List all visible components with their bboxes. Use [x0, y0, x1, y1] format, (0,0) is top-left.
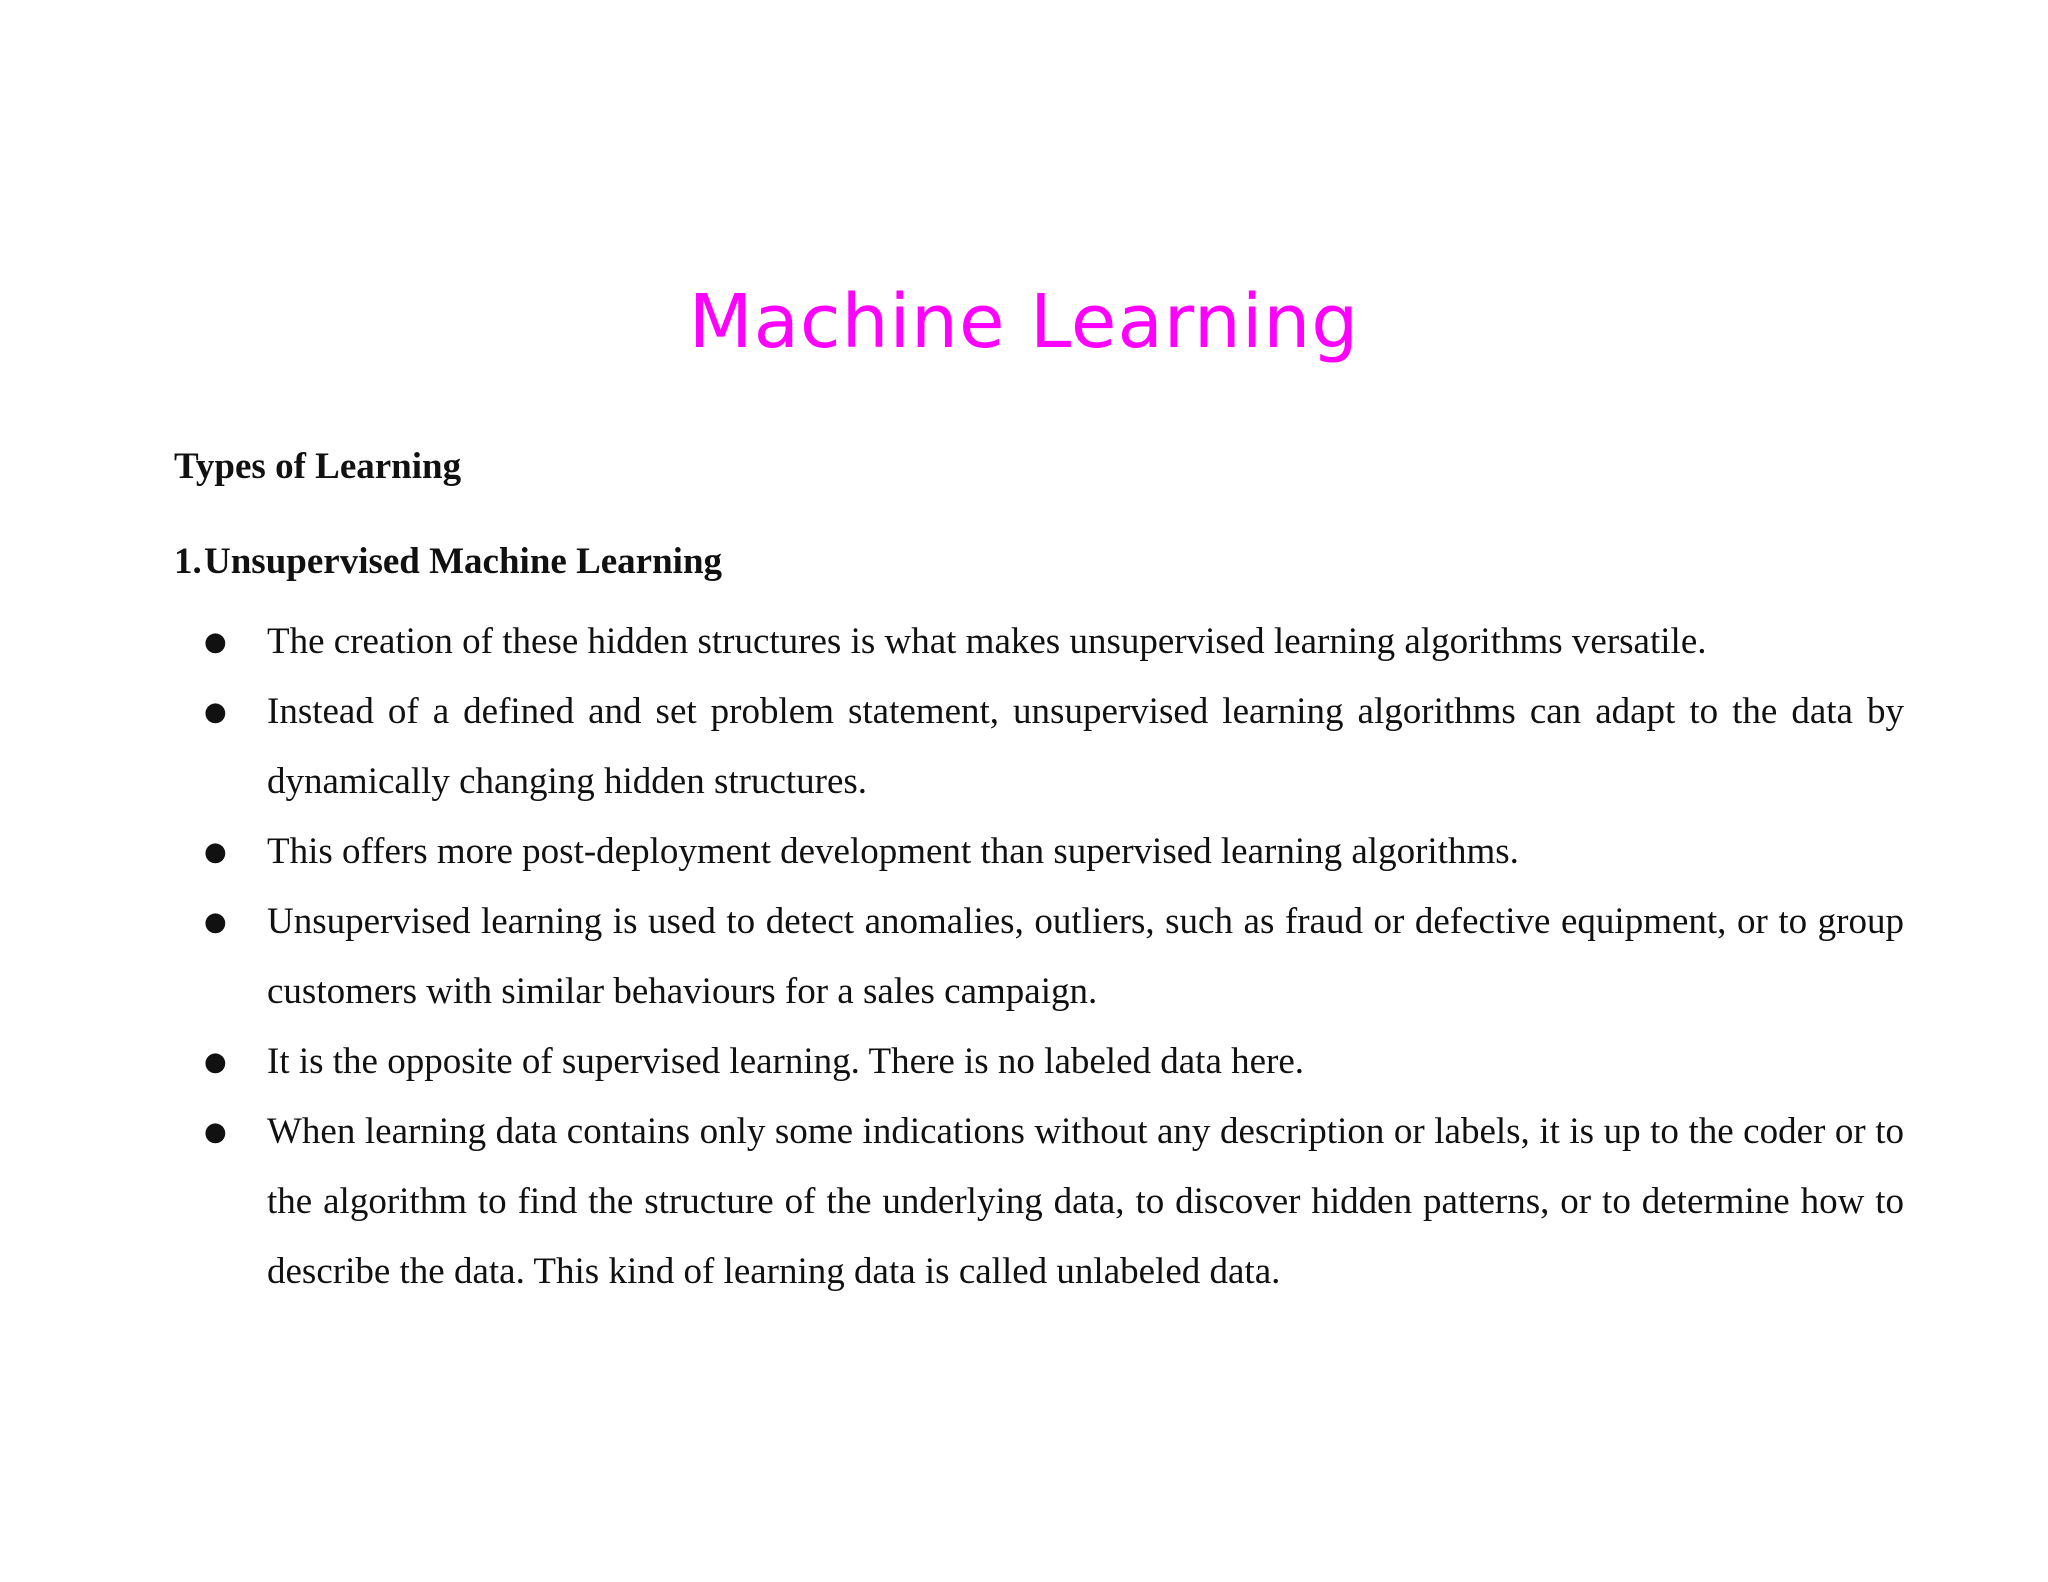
- bullet-item: [204, 607, 1904, 677]
- bullet-icon: ●: [204, 837, 227, 867]
- bullet-text: It is the opposite of supervised learning. There is no labeled data here.: [267, 1041, 1305, 1082]
- bullet-text: Unsupervised learning is used to detect anomalies, outliers, such as fraud or defective equipment, or to group customers with similar behaviours for a sales campaign.: [267, 901, 1904, 1012]
- bullet-text: Instead of a defined and set problem statement, unsupervised learning algorithms can adapt to the data by dynamically changing hidden structures.: [267, 691, 1904, 802]
- bullet-item: [204, 1097, 1904, 1307]
- page-title: Machine Learning: [688, 279, 1360, 365]
- section-heading: Types of Learning: [174, 446, 462, 487]
- bullet-item: [204, 817, 1904, 887]
- bullet-icon: ●: [204, 697, 227, 727]
- bullet-icon: ●: [204, 907, 227, 937]
- bullet-text: When learning data contains only some indications without any description or labels, it is up to the coder or to the algorithm to find the structure of the underlying data, to discover hidden patterns, or to determine how to describe the data. This kind of learning data is called unlabeled data.: [267, 1111, 1904, 1292]
- bullet-text: The creation of these hidden structures is what makes unsupervised learning algorithms versatile.: [267, 621, 1707, 662]
- subsection-title: Unsupervised Machine Learning: [204, 541, 723, 582]
- bullet-text: This offers more post-deployment development than supervised learning algorithms.: [267, 831, 1519, 872]
- bullet-icon: ●: [204, 627, 227, 657]
- bullet-icon: ●: [204, 1117, 227, 1147]
- bullet-item: [204, 677, 1904, 817]
- bullet-list: [204, 607, 1904, 1307]
- bullet-icon: ●: [204, 1047, 227, 1077]
- subsection-number: 1.: [174, 541, 202, 582]
- bullet-item: [204, 887, 1904, 1027]
- bullet-item: [204, 1027, 1904, 1097]
- subsection-heading: [174, 543, 722, 580]
